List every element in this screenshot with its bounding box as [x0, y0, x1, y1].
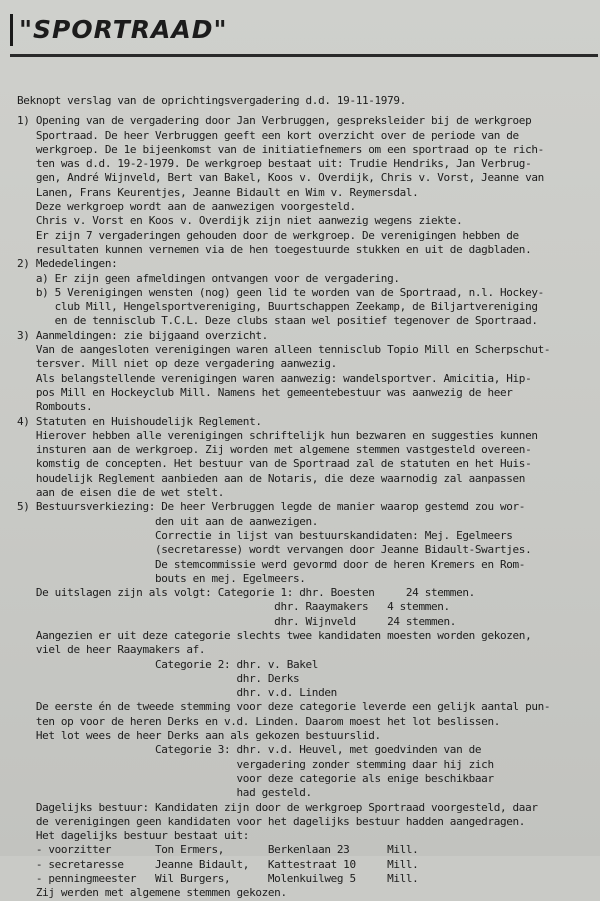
- text-line: Categorie 2: dhr. v. Bakel: [17, 657, 319, 671]
- text-line: had gesteld.: [17, 786, 312, 800]
- text-line: 4) Statuten en Huishoudelijk Reglement.: [17, 414, 262, 428]
- header: [10, 14, 595, 46]
- text-line: aan de eisen die de wet stelt.: [17, 486, 224, 500]
- text-line: Van de aangesloten verenigingen waren alleen tennisclub Topio Mill en Scherpschut-: [17, 343, 551, 357]
- text-line: De uitslagen zijn als volgt: Categorie 1: dhr. Boesten 24 stemmen.: [17, 586, 475, 600]
- text-line: komstig de concepten. Het bestuur van de Sportraad zal de statuten en het Huis-: [17, 457, 532, 471]
- text-line: den uit aan de aanwezigen.: [17, 514, 319, 528]
- text-line: 5) Bestuursverkiezing: De heer Verbruggen legde de manier waarop gestemd zou wor-: [17, 500, 526, 514]
- text-line: Lanen, Frans Keurentjes, Jeanne Bidault en Wim v. Reymersdal.: [17, 185, 419, 199]
- text-line: Rombouts.: [17, 400, 93, 414]
- text-line: a) Er zijn geen afmeldingen ontvangen voor de vergadering.: [17, 271, 400, 285]
- text-line: Zij werden met algemene stemmen gekozen.: [17, 886, 287, 900]
- page-title: "SPORTRAAD": [10, 14, 228, 46]
- text-line: voor deze categorie als enige beschikbaar: [17, 771, 494, 785]
- text-line: Het dagelijks bestuur bestaat uit:: [17, 829, 250, 843]
- text-line: werkgroep. De 1e bijeenkomst van de initiatiefnemers om een sportraad op te rich-: [17, 142, 544, 156]
- text-line: bouts en mej. Egelmeers.: [17, 571, 306, 585]
- text-line: Sportraad. De heer Verbruggen geeft een kort overzicht over de periode van de: [17, 128, 519, 142]
- text-line: dhr. Raaymakers 4 stemmen.: [17, 600, 450, 614]
- header-rule: [10, 54, 598, 57]
- text-line: club Mill, Hengelsportvereniging, Buurtschappen Zeekamp, de Biljartvereniging: [17, 300, 538, 314]
- text-line: 3) Aanmeldingen: zie bijgaand overzicht.: [17, 328, 268, 342]
- text-line: - voorzitter Ton Ermers, Berkenlaan 23 Mill.: [17, 843, 419, 857]
- text-line: De stemcommissie werd gevormd door de heren Kremers en Rom-: [17, 557, 526, 571]
- text-line: vergadering zonder stemming daar hij zich: [17, 757, 494, 771]
- text-line: Aangezien er uit deze categorie slechts twee kandidaten moesten worden gekozen,: [17, 628, 532, 642]
- text-line: houdelijk Reglement aanbieden aan de Notaris, die deze waarnodig zal aanpassen: [17, 471, 526, 485]
- text-line: dhr. Derks: [17, 671, 300, 685]
- text-line: Beknopt verslag van de oprichtingsvergadering d.d. 19-11-1979.: [17, 94, 406, 107]
- text-line: Er zijn 7 vergaderingen gehouden door de werkgroep. De verenigingen hebben de: [17, 228, 519, 242]
- text-line: - secretaresse Jeanne Bidault, Kattestraat 10 Mill.: [17, 857, 419, 871]
- text-line: pos Mill en Hockeyclub Mill. Namens het gemeentebestuur was aanwezig de heer: [17, 385, 513, 399]
- text-line: dhr. Wijnveld 24 stemmen.: [17, 614, 457, 628]
- text-line: (secretaresse) wordt vervangen door Jeanne Bidault-Swartjes.: [17, 543, 532, 557]
- text-line: Dagelijks bestuur: Kandidaten zijn door de werkgroep Sportraad voorgesteld, daar: [17, 800, 538, 814]
- text-line: Chris v. Vorst en Koos v. Overdijk zijn niet aanwezig wegens ziekte.: [17, 214, 463, 228]
- text-line: 2) Mededelingen:: [17, 257, 118, 271]
- text-line: Categorie 3: dhr. v.d. Heuvel, met goedvinden van de: [17, 743, 482, 757]
- text-line: viel de heer Raaymakers af.: [17, 643, 206, 657]
- text-line: en de tennisclub T.C.L. Deze clubs staan wel positief tegenover de Sportraad.: [17, 314, 538, 328]
- text-line: Hierover hebben alle verenigingen schriftelijk hun bezwaren en suggesties kunnen: [17, 428, 538, 442]
- text-line: dhr. v.d. Linden: [17, 686, 337, 700]
- text-line: 1) Opening van de vergadering door Jan Verbruggen, gespreksleider bij de werkgroep: [17, 114, 532, 128]
- text-line: De eerste én de tweede stemming voor deze categorie leverde een gelijk aantal pun-: [17, 700, 551, 714]
- text-line: Het lot wees de heer Derks aan als gekozen bestuurslid.: [17, 729, 381, 743]
- text-line: Deze werkgroep wordt aan de aanwezigen voorgesteld.: [17, 200, 356, 214]
- text-line: insturen aan de werkgroep. Zij worden met algemene stemmen vastgesteld overeen-: [17, 443, 532, 457]
- text-line: resultaten kunnen vernemen via de hen toegestuurde stukken en uit de dagbladen.: [17, 242, 532, 256]
- text-line: ten op voor de heren Derks en v.d. Linden. Daarom moest het lot beslissen.: [17, 714, 500, 728]
- report-body: [17, 94, 592, 901]
- text-line: Correctie in lijst van bestuurskandidaten: Mej. Egelmeers: [17, 528, 513, 542]
- text-line: ten was d.d. 19-2-1979. De werkgroep bestaat uit: Trudie Hendriks, Jan Verbrug-: [17, 157, 532, 171]
- text-line: Als belangstellende verenigingen waren aanwezig: wandelsportver. Amicitia, Hip-: [17, 371, 532, 385]
- text-line: gen, André Wijnveld, Bert van Bakel, Koos v. Overdijk, Chris v. Vorst, Jeanne van: [17, 171, 544, 185]
- text-line: tersver. Mill niet op deze vergadering aanwezig.: [17, 357, 337, 371]
- text-line: b) 5 Verenigingen wensten (nog) geen lid te worden van de Sportraad, n.l. Hockey-: [17, 285, 544, 299]
- text-line: - penningmeester Wil Burgers, Molenkuilweg 5 Mill.: [17, 872, 419, 886]
- text-line: de verenigingen geen kandidaten voor het dagelijks bestuur hadden aangedragen.: [17, 814, 526, 828]
